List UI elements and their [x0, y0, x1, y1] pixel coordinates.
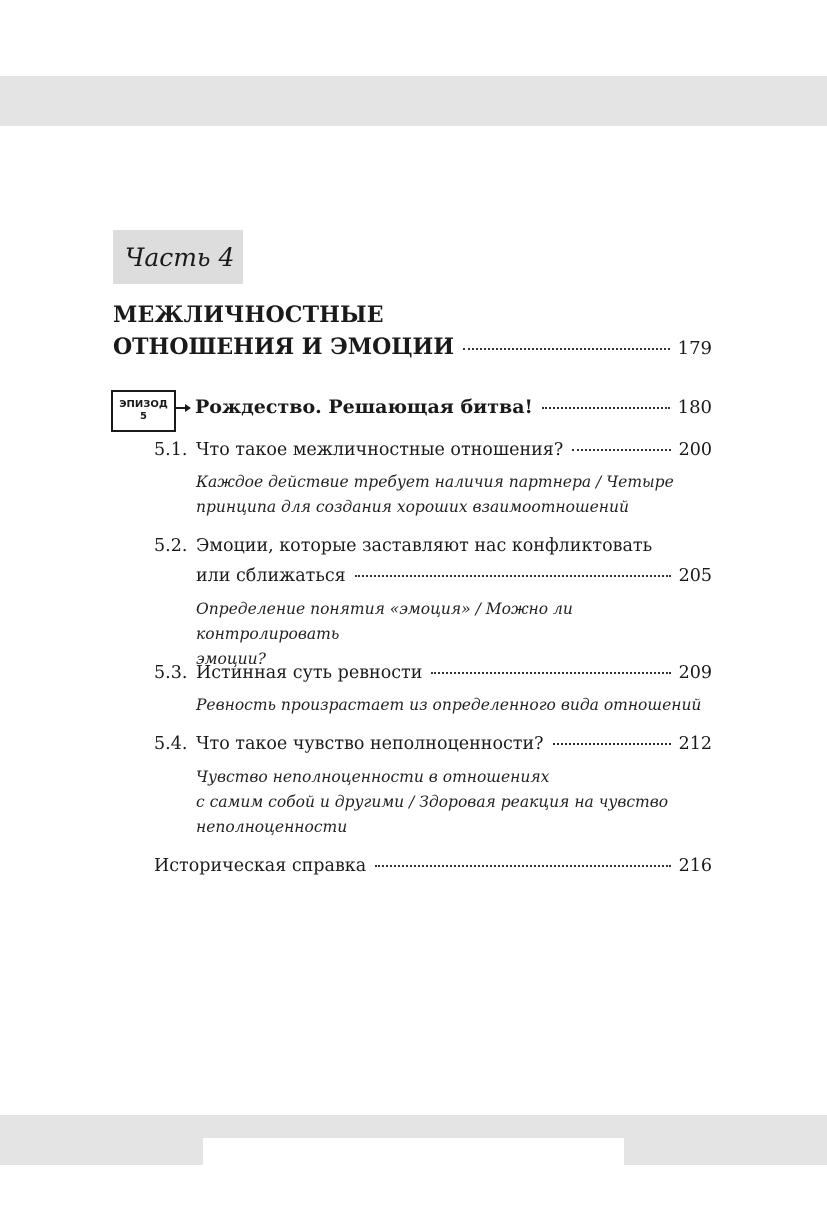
section-title: Истинная суть ревности: [196, 663, 423, 683]
subtopic-line: с самим собой и другими / Здоровая реакция на чувство: [196, 793, 669, 811]
leader-dots: [553, 743, 671, 745]
subtopic-line: эмоции?: [196, 650, 266, 668]
leader-dots: [463, 348, 670, 350]
episode-badge: [111, 390, 176, 432]
section-title: Историческая справка: [154, 856, 367, 876]
part-title-line1: МЕЖЛИЧНОСТНЫЕ: [113, 302, 384, 328]
subtopic-line: Определение понятия «эмоция» / Можно ли контролировать: [196, 600, 573, 643]
bottom-band-inset: [203, 1138, 624, 1165]
subtopic-line: неполноценности: [196, 818, 348, 836]
section-title: Эмоции, которые заставляют нас конфликтовать: [196, 536, 653, 556]
subtopic-line: Ревность произрастает из определенного вида отношений: [196, 696, 702, 714]
leader-dots: [542, 407, 670, 409]
section-title: Что такое чувство неполноценности?: [196, 734, 544, 754]
page-number: 205: [678, 566, 712, 586]
subtopics-5-1: [196, 470, 706, 520]
section-number: 5.4.: [154, 734, 188, 754]
part-title-line2: ОТНОШЕНИЯ И ЭМОЦИИ: [113, 334, 455, 360]
toc-entry-historical-note[interactable]: [154, 856, 712, 876]
section-title-continued: или сближаться: [196, 566, 346, 586]
episode-title: Рождество. Решающая битва!: [195, 396, 533, 418]
section-number: 5.3.: [154, 663, 188, 683]
page-number: 209: [678, 663, 712, 683]
subtopic-line: принципа для создания хороших взаимоотношений: [196, 498, 629, 516]
subtopics-5-2: [196, 597, 706, 672]
episode-badge-word: ЭПИЗОД: [119, 399, 168, 410]
page-number: 180: [677, 397, 712, 418]
part-label: Часть 4: [125, 242, 235, 272]
subtopic-line: Каждое действие требует наличия партнера / Четыре: [196, 473, 674, 491]
page-number: 179: [677, 338, 712, 359]
episode-entry[interactable]: [195, 396, 712, 418]
page-number: 216: [678, 856, 712, 876]
part-title-entry[interactable]: [113, 334, 712, 360]
toc-entry-5-3[interactable]: [154, 663, 712, 683]
top-band: [0, 76, 827, 126]
subtopic-line: Чувство неполноценности в отношениях: [196, 768, 550, 786]
subtopics-5-3: [196, 693, 706, 718]
leader-dots: [572, 449, 670, 451]
page-number: 212: [678, 734, 712, 754]
arrow-right-icon: [176, 402, 192, 414]
part-label-box: [113, 230, 243, 284]
leader-dots: [355, 575, 671, 577]
toc-entry-5-2-line2[interactable]: [196, 566, 712, 586]
toc-entry-5-1[interactable]: [154, 440, 712, 460]
leader-dots: [431, 672, 670, 674]
leader-dots: [375, 865, 670, 867]
section-number: 5.2.: [154, 536, 188, 556]
section-title: Что такое межличностные отношения?: [196, 440, 564, 460]
page-number: 200: [678, 440, 712, 460]
subtopics-5-4: [196, 765, 706, 840]
episode-badge-number: 5: [140, 411, 147, 422]
toc-entry-5-4[interactable]: [154, 734, 712, 754]
toc-entry-5-2-line1[interactable]: [154, 536, 712, 556]
section-number: 5.1.: [154, 440, 188, 460]
